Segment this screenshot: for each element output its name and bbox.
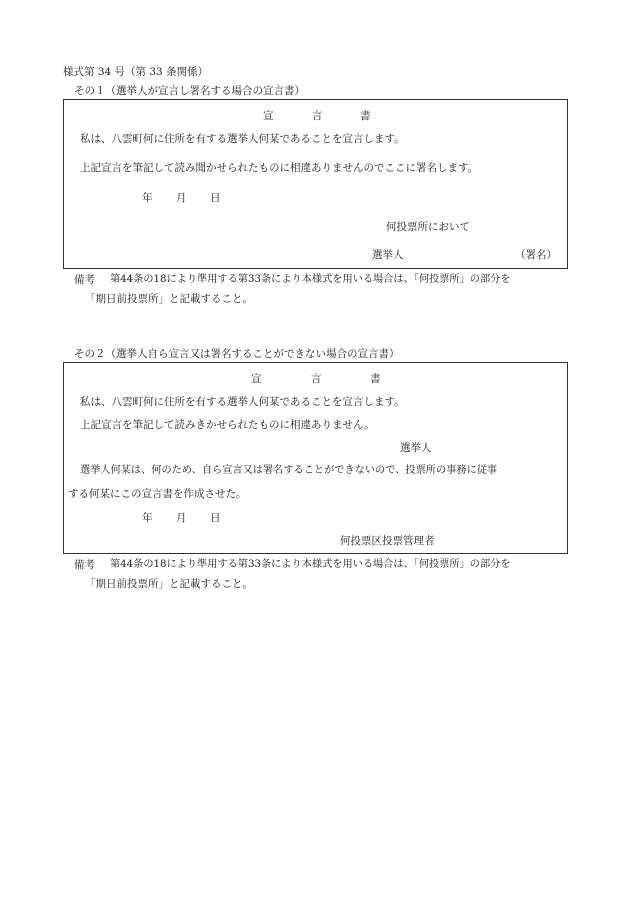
form2-voter-label: 選挙人 bbox=[400, 442, 432, 454]
form1-title-char-3: 書 bbox=[360, 110, 371, 122]
form1-signature-label: （署名） bbox=[515, 249, 557, 261]
form1-title-char-1: 宣 bbox=[263, 110, 274, 122]
form1-declaration: 私は、八雲町何に住所を有する選挙人何某であることを宣言します。 bbox=[80, 133, 405, 145]
form1-title-char-2: 言 bbox=[312, 110, 323, 122]
form1-date-year: 年 bbox=[142, 192, 153, 204]
form2-title-char-1: 宣 bbox=[251, 373, 262, 385]
form2-date-month: 月 bbox=[176, 512, 187, 524]
form2-manager: 何投票区投票管理者 bbox=[340, 535, 435, 547]
note2-lead: 備考 bbox=[74, 559, 95, 571]
note1-lead: 備考 bbox=[74, 274, 95, 286]
form2-declaration: 私は、八雲町何に住所を有する選挙人何某であることを宣言します。 bbox=[80, 396, 405, 408]
form2-box bbox=[63, 362, 568, 554]
form2-title-char-3: 書 bbox=[370, 373, 381, 385]
note2-line2: 「期日前投票所」と記載すること。 bbox=[85, 578, 253, 590]
note1-line1: 第44条の18により準用する第33条により本様式を用いる場合は、「何投票所」の部分を bbox=[110, 274, 511, 285]
form1-box bbox=[63, 99, 568, 269]
form2-date-day: 日 bbox=[210, 512, 221, 524]
form1-voter-label: 選挙人 bbox=[372, 249, 404, 261]
form1-place: 何投票所において bbox=[386, 221, 470, 233]
form1-confirmation: 上記宣言を筆記して読み聞かせられたものに相違ありませんのでここに署名します。 bbox=[80, 162, 479, 174]
note1-line2: 「期日前投票所」と記載すること。 bbox=[85, 293, 253, 305]
form1-subtitle: その１（選挙人が宣言し署名する場合の宣言書） bbox=[74, 85, 305, 97]
form-number: 様式第 34 号（第 33 条関係） bbox=[63, 66, 209, 78]
form1-date-day: 日 bbox=[210, 192, 221, 204]
form2-confirmation: 上記宣言を筆記して読みきかせられたものに相違ありません。 bbox=[80, 419, 375, 431]
form2-title-char-2: 言 bbox=[311, 373, 322, 385]
note2-line1: 第44条の18により準用する第33条により本様式を用いる場合は、「何投票所」の部分を bbox=[110, 559, 511, 570]
form2-date-year: 年 bbox=[142, 512, 153, 524]
form1-date-month: 月 bbox=[176, 192, 187, 204]
form2-subtitle: その２（選挙人自ら宣言又は署名することができない場合の宣言書） bbox=[74, 348, 400, 360]
form2-statement-line2: する何某にこの宣言書を作成させた。 bbox=[68, 488, 247, 500]
form2-statement-line1: 選挙人何某は、何のため、自ら宣言又は署名することができないので、投票所の事務に従事 bbox=[80, 465, 498, 476]
